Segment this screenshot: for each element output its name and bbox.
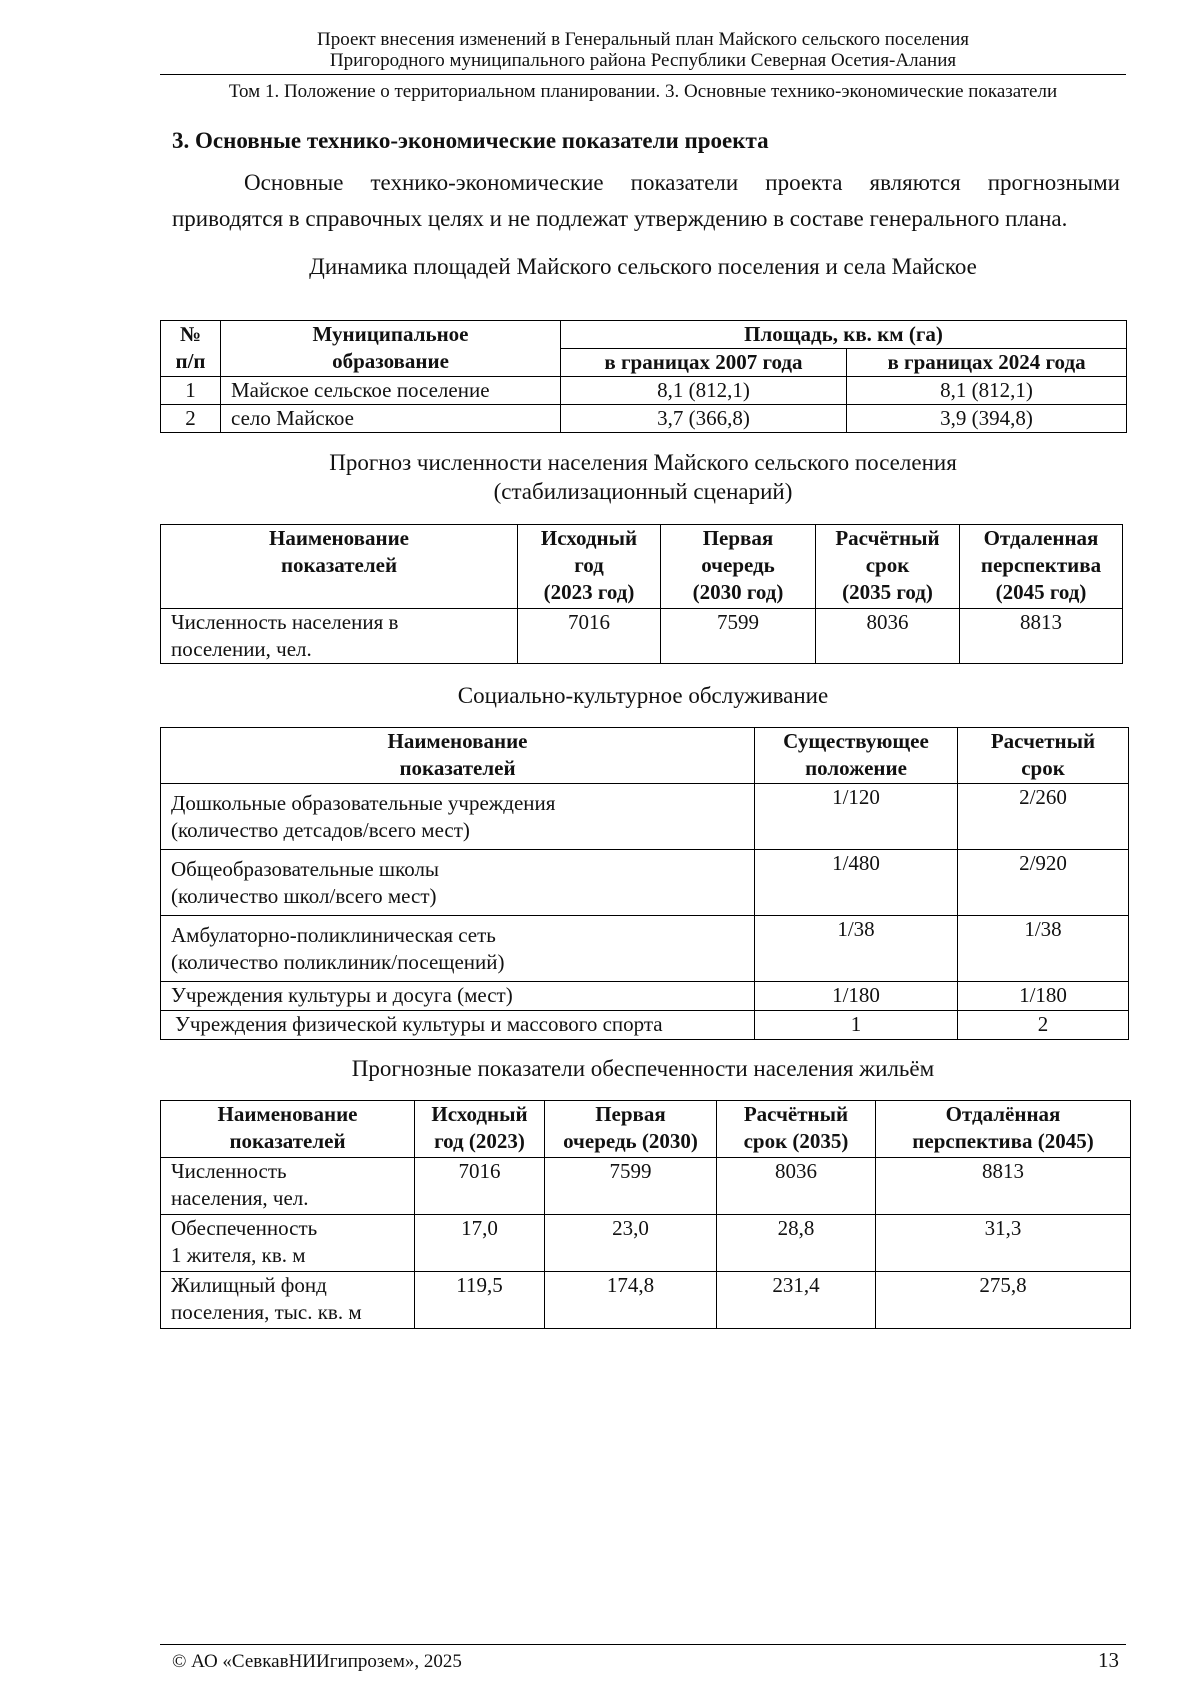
cell-value: 23,0: [545, 1215, 717, 1272]
cell-name: Учреждения физической культуры и массового спорта: [161, 1011, 755, 1040]
header-first-stage: Первая очередь (2030 год): [661, 525, 816, 609]
footer-copyright: © АО «СевкавНИИгипрозем», 2025: [172, 1651, 462, 1672]
table-row: [161, 850, 1129, 916]
table-housing-forecast: [160, 1100, 1131, 1329]
table-row: [161, 1272, 1131, 1329]
header-line-1: Проект внесения изменений в Генеральный план Майского сельского поселения: [316, 29, 969, 50]
cell-name: Обеспеченность 1 жителя, кв. м: [161, 1215, 415, 1272]
cell-current: 1/180: [755, 982, 958, 1011]
cell-name: Общеобразовательные школы (количество школ/всего мест): [161, 850, 755, 916]
table-area-dynamics: [160, 320, 1127, 433]
cell-area-2024: 3,9 (394,8): [847, 405, 1127, 433]
cell-name: Численность населения в поселении, чел.: [161, 609, 518, 664]
table2-caption-scenario: (стабилизационный сценарий): [493, 479, 793, 504]
cell-name: Учреждения культуры и досуга (мест): [161, 982, 755, 1011]
cell-value: 231,4: [717, 1272, 876, 1329]
header-first-stage: Первая очередь (2030): [545, 1101, 717, 1158]
table-row: [161, 982, 1129, 1011]
header-number: № п/п: [161, 321, 221, 377]
cell-value: 7599: [545, 1158, 717, 1215]
cell-name: Майское сельское поселение: [221, 377, 561, 405]
page-number: 13: [1098, 1648, 1119, 1672]
cell-value: 8813: [960, 609, 1123, 664]
header-area: Площадь, кв. км (га): [561, 321, 1127, 349]
header-base-year: Исходный год (2023 год): [518, 525, 661, 609]
footer-divider: [160, 1644, 1126, 1645]
cell-name: Дошкольные образовательные учреждения (количество детсадов/всего мест): [161, 784, 755, 850]
header-calc-period: Расчетный срок: [958, 728, 1129, 784]
cell-value: 174,8: [545, 1272, 717, 1329]
table1-caption: Динамика площадей Майского сельского поселения и села Майское: [309, 254, 977, 279]
cell-name: село Майское: [221, 405, 561, 433]
cell-current: 1/120: [755, 784, 958, 850]
table-row: [161, 784, 1129, 850]
cell-value: 7016: [415, 1158, 545, 1215]
header-calc-period: Расчётный срок (2035 год): [816, 525, 960, 609]
header-long-term: Отдаленная перспектива (2045 год): [960, 525, 1123, 609]
cell-area-2007: 8,1 (812,1): [561, 377, 847, 405]
cell-value: 119,5: [415, 1272, 545, 1329]
header-2024: в границах 2024 года: [847, 349, 1127, 377]
intro-paragraph: [172, 165, 1120, 237]
intro-text: Основные технико-экономические показатели проекта являются прогнозными приводятся в справочных целях и не подлежат утверждению в составе генерального плана.: [172, 170, 1120, 231]
table-population-forecast: [160, 524, 1123, 664]
header-indicator: Наименование показателей: [161, 728, 755, 784]
cell-value: 28,8: [717, 1215, 876, 1272]
table-row: [161, 1158, 1131, 1215]
cell-name: Численность населения, чел.: [161, 1158, 415, 1215]
cell-num: 1: [161, 377, 221, 405]
cell-area-2007: 3,7 (366,8): [561, 405, 847, 433]
table2-caption: Прогноз численности населения Майского сельского поселения: [329, 450, 957, 475]
header-2007: в границах 2007 года: [561, 349, 847, 377]
cell-current: 1/38: [755, 916, 958, 982]
header-indicator: Наименование показателей: [161, 525, 518, 609]
cell-calc: 2/920: [958, 850, 1129, 916]
table-row: [161, 609, 1123, 664]
cell-num: 2: [161, 405, 221, 433]
table-row: [161, 405, 1127, 433]
cell-calc: 2: [958, 1011, 1129, 1040]
table-row: [161, 1011, 1129, 1040]
cell-value: 8036: [816, 609, 960, 664]
table-social-services: [160, 727, 1129, 1040]
header-line-3: Том 1. Положение о территориальном планировании. 3. Основные технико-экономические показатели: [228, 81, 1058, 102]
cell-value: 275,8: [876, 1272, 1131, 1329]
cell-value: 8036: [717, 1158, 876, 1215]
header-long-term: Отдалённая перспектива (2045): [876, 1101, 1131, 1158]
cell-value: 31,3: [876, 1215, 1131, 1272]
table-row: [161, 377, 1127, 405]
cell-value: 17,0: [415, 1215, 545, 1272]
header-calc-period: Расчётный срок (2035): [717, 1101, 876, 1158]
header-current: Существующее положение: [755, 728, 958, 784]
table4-caption: Прогнозные показатели обеспеченности населения жильём: [351, 1056, 935, 1081]
cell-current: 1/480: [755, 850, 958, 916]
cell-value: 8813: [876, 1158, 1131, 1215]
cell-area-2024: 8,1 (812,1): [847, 377, 1127, 405]
header-base-year: Исходный год (2023): [415, 1101, 545, 1158]
cell-name: Амбулаторно-поликлиническая сеть (количество поликлиник/посещений): [161, 916, 755, 982]
cell-calc: 1/180: [958, 982, 1129, 1011]
cell-calc: 1/38: [958, 916, 1129, 982]
cell-current: 1: [755, 1011, 958, 1040]
header-divider: [160, 74, 1126, 75]
table3-caption: Социально-культурное обслуживание: [457, 683, 829, 708]
header-line-2: Пригородного муниципального района Республики Северная Осетия-Алания: [329, 50, 957, 71]
table-row: [161, 916, 1129, 982]
header-entity: Муниципальное образование: [221, 321, 561, 377]
table-row: [161, 1215, 1131, 1272]
section-title: 3. Основные технико-экономические показатели проекта: [172, 128, 769, 153]
cell-name: Жилищный фонд поселения, тыс. кв. м: [161, 1272, 415, 1329]
cell-value: 7016: [518, 609, 661, 664]
header-indicator: Наименование показателей: [161, 1101, 415, 1158]
cell-calc: 2/260: [958, 784, 1129, 850]
cell-value: 7599: [661, 609, 816, 664]
